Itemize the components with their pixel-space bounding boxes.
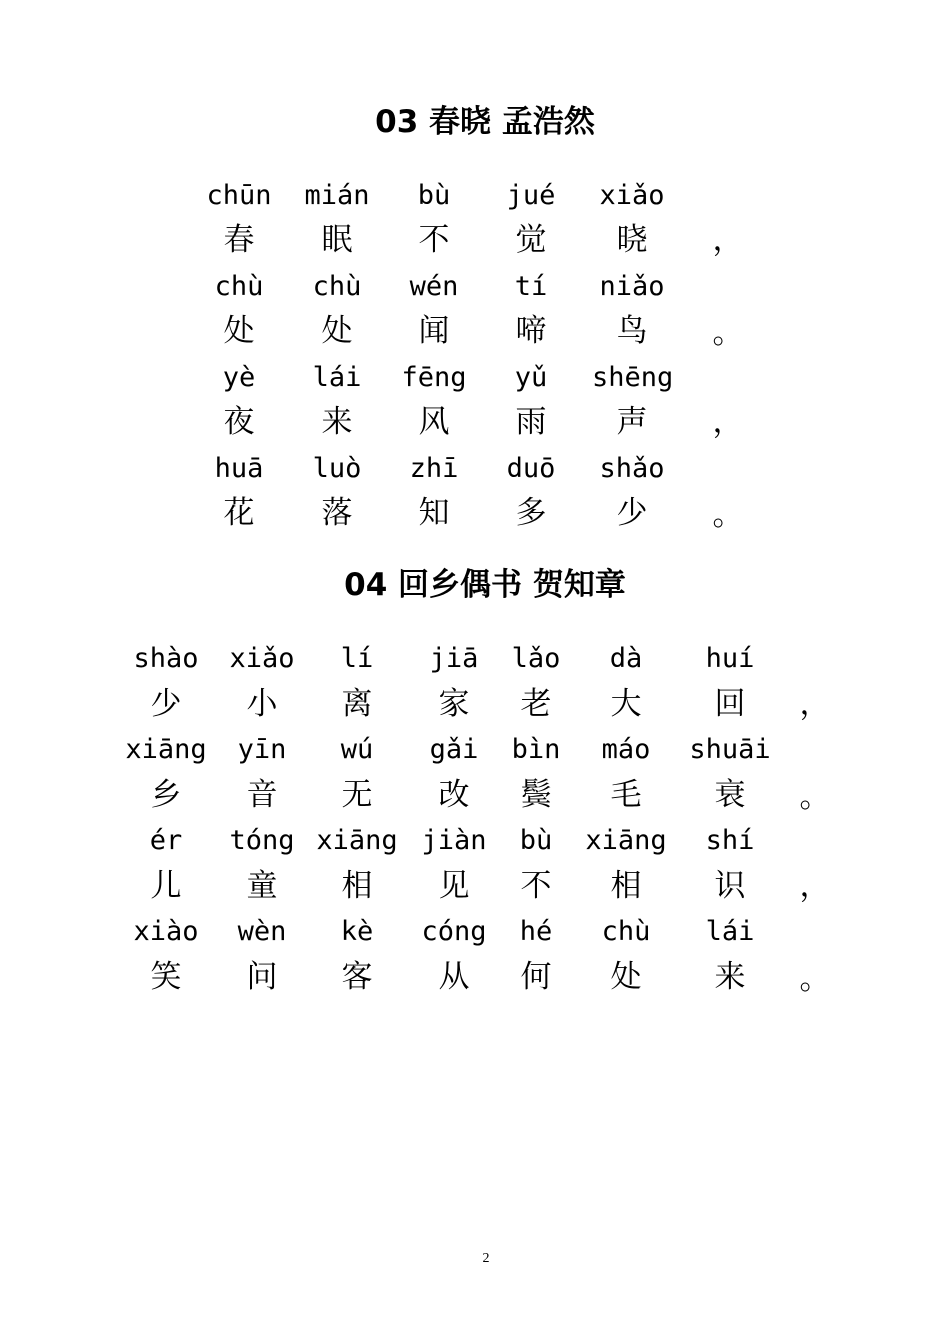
hanzi-character: 落 [321, 495, 353, 531]
pinyin-syllable: chù [214, 271, 264, 302]
pinyin-syllable: shí [705, 825, 755, 856]
punctuation: 。 [712, 497, 744, 533]
pinyin-syllable: tóng [229, 825, 295, 856]
hanzi-character: 乡 [150, 777, 182, 813]
hanzi-character: 小 [246, 686, 278, 722]
hanzi-character: 童 [246, 868, 278, 904]
pinyin-syllable: máo [601, 734, 651, 765]
pinyin-syllable: shēng [592, 362, 674, 393]
pinyin-syllable: xiǎo [229, 643, 295, 674]
punctuation: ， [799, 868, 831, 904]
hanzi-character: 声 [616, 404, 648, 440]
pinyin-syllable: yǔ [514, 362, 548, 393]
hanzi-character: 少 [150, 686, 182, 722]
page-number: 2 [482, 1251, 490, 1266]
hanzi-character: 笑 [150, 959, 182, 995]
pinyin-syllable: wèn [237, 916, 287, 947]
pinyin-syllable: xiāng [125, 734, 207, 765]
pinyin-syllable: bìn [511, 734, 561, 765]
pinyin-syllable: luò [312, 453, 362, 484]
hanzi-character: 相 [341, 868, 373, 904]
pinyin-syllable: xiào [133, 916, 199, 947]
hanzi-character: 少 [616, 495, 648, 531]
hanzi-character: 晓 [616, 222, 648, 258]
hanzi-character: 音 [246, 777, 278, 813]
pinyin-syllable: chù [601, 916, 651, 947]
hanzi-character: 鬓 [520, 777, 552, 813]
pinyin-syllable: wén [409, 271, 459, 302]
hanzi-character: 何 [520, 959, 552, 995]
hanzi-character: 风 [418, 404, 450, 440]
hanzi-character: 衰 [714, 777, 746, 813]
pinyin-syllable: huí [705, 643, 755, 674]
pinyin-syllable: wú [340, 734, 374, 765]
hanzi-character: 多 [515, 495, 547, 531]
hanzi-character: 来 [714, 959, 746, 995]
pinyin-syllable: shuāi [689, 734, 771, 765]
poem-title: 03 春晓 孟浩然 [375, 104, 595, 140]
hanzi-character: 夜 [223, 404, 255, 440]
punctuation: ， [712, 404, 744, 440]
pinyin-syllable: jiā [429, 643, 479, 674]
pinyin-syllable: jiàn [421, 825, 487, 856]
pinyin-syllable: shǎo [599, 453, 665, 484]
pinyin-syllable: lái [705, 916, 755, 947]
hanzi-character: 鸟 [616, 313, 648, 349]
poem-title: 04 回乡偶书 贺知章 [344, 567, 626, 603]
hanzi-character: 不 [520, 868, 552, 904]
pinyin-syllable: ér [149, 825, 183, 856]
pinyin-syllable: jué [506, 180, 556, 211]
pinyin-syllable: niǎo [599, 271, 665, 302]
pinyin-syllable: lí [340, 643, 374, 674]
hanzi-character: 眠 [321, 222, 353, 258]
pinyin-syllable: bù [519, 825, 553, 856]
hanzi-character: 花 [223, 495, 255, 531]
hanzi-character: 老 [520, 686, 552, 722]
pinyin-syllable: chù [312, 271, 362, 302]
pinyin-syllable: gǎi [429, 734, 479, 765]
hanzi-character: 春 [223, 222, 255, 258]
hanzi-character: 啼 [515, 313, 547, 349]
hanzi-character: 处 [321, 313, 353, 349]
pinyin-syllable: kè [340, 916, 374, 947]
pinyin-syllable: huā [214, 453, 264, 484]
hanzi-character: 儿 [150, 868, 182, 904]
pinyin-syllable: tí [514, 271, 548, 302]
hanzi-character: 雨 [515, 404, 547, 440]
pinyin-syllable: bù [417, 180, 451, 211]
pinyin-syllable: zhī [409, 453, 459, 484]
hanzi-character: 大 [610, 686, 642, 722]
punctuation: 。 [799, 961, 831, 997]
hanzi-character: 识 [714, 868, 746, 904]
hanzi-character: 处 [610, 959, 642, 995]
pinyin-syllable: yè [222, 362, 256, 393]
pinyin-syllable: fēng [401, 362, 467, 393]
hanzi-character: 相 [610, 868, 642, 904]
pinyin-syllable: chūn [206, 180, 272, 211]
pinyin-syllable: duō [506, 453, 556, 484]
hanzi-character: 从 [438, 959, 470, 995]
pinyin-syllable: xiǎo [599, 180, 665, 211]
hanzi-character: 处 [223, 313, 255, 349]
pinyin-syllable: lái [312, 362, 362, 393]
pinyin-syllable: xiāng [585, 825, 667, 856]
punctuation: ， [799, 686, 831, 722]
pinyin-syllable: hé [519, 916, 553, 947]
pinyin-syllable: shào [133, 643, 199, 674]
hanzi-character: 问 [246, 959, 278, 995]
punctuation: ， [712, 222, 744, 258]
pinyin-syllable: lǎo [511, 643, 561, 674]
hanzi-character: 闻 [418, 313, 450, 349]
hanzi-character: 毛 [610, 777, 642, 813]
pinyin-syllable: cóng [421, 916, 487, 947]
hanzi-character: 见 [438, 868, 470, 904]
pinyin-syllable: xiāng [316, 825, 398, 856]
hanzi-character: 回 [714, 686, 746, 722]
hanzi-character: 无 [341, 777, 373, 813]
pinyin-syllable: yīn [237, 734, 287, 765]
hanzi-character: 觉 [515, 222, 547, 258]
pinyin-syllable: dà [609, 643, 643, 674]
punctuation: 。 [799, 779, 831, 815]
hanzi-character: 离 [341, 686, 373, 722]
hanzi-character: 不 [418, 222, 450, 258]
hanzi-character: 知 [418, 495, 450, 531]
punctuation: 。 [712, 315, 744, 351]
hanzi-character: 客 [341, 959, 373, 995]
hanzi-character: 来 [321, 404, 353, 440]
pinyin-syllable: mián [304, 180, 370, 211]
hanzi-character: 改 [438, 777, 470, 813]
hanzi-character: 家 [438, 686, 470, 722]
